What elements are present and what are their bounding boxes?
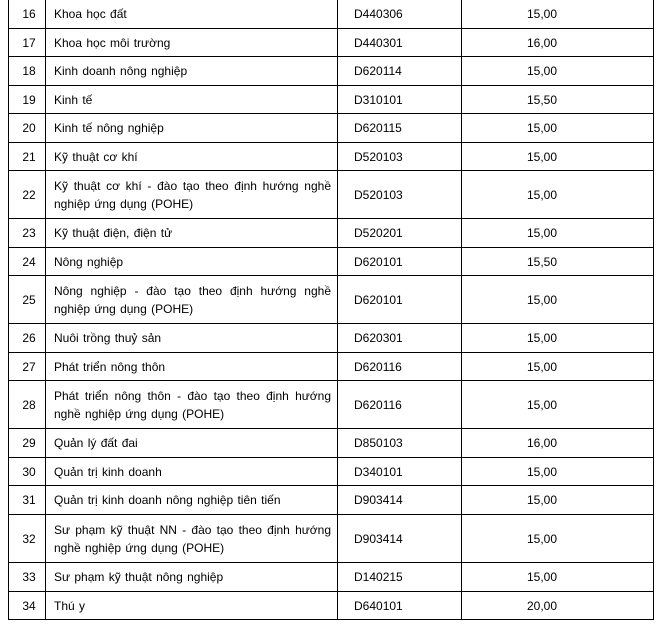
benchmark-score: 15,00 xyxy=(461,57,654,86)
major-name xyxy=(45,458,337,486)
major-code: D520103 xyxy=(337,171,461,219)
row-number: 34 xyxy=(8,592,45,620)
major-name-text: Nuôi trồng thuỷ sản xyxy=(54,331,162,345)
major-name xyxy=(45,276,337,324)
major-name xyxy=(45,515,337,563)
row-number: 18 xyxy=(8,57,45,86)
major-name-text: Nông nghiệp xyxy=(54,254,124,269)
benchmark-score: 15,00 xyxy=(461,0,654,29)
major-code: D310101 xyxy=(337,86,461,114)
major-name-text: Sư phạm kỹ thuật NN - đào tạo theo định hướng nghề nghiệp ứng dụng (POHE) xyxy=(54,522,331,555)
major-name xyxy=(45,592,337,620)
major-code: D140215 xyxy=(337,563,461,592)
table-row xyxy=(0,276,657,324)
row-number: 29 xyxy=(8,429,45,458)
major-name-text: Phát triển nông thôn xyxy=(54,359,166,374)
row-number: 23 xyxy=(8,219,45,248)
major-name-text: Sư phạm kỹ thuật nông nghiệp xyxy=(54,570,224,584)
benchmark-score: 15,00 xyxy=(461,486,654,515)
major-code: D903414 xyxy=(337,486,461,515)
table-row xyxy=(0,248,657,276)
major-code: D640101 xyxy=(337,592,461,620)
major-name-text: Quản trị kinh doanh nông nghiệp tiên tiến xyxy=(54,493,281,507)
table-row xyxy=(0,486,657,515)
benchmark-score: 15,50 xyxy=(461,86,654,114)
major-code: D850103 xyxy=(337,429,461,458)
row-number: 30 xyxy=(8,458,45,486)
benchmark-score: 15,00 xyxy=(461,353,654,381)
major-code: D620116 xyxy=(337,381,461,429)
major-code: D520103 xyxy=(337,143,461,171)
major-name xyxy=(45,171,337,219)
major-name xyxy=(45,29,337,57)
benchmark-score: 20,00 xyxy=(461,592,654,620)
benchmark-score: 15,00 xyxy=(461,219,654,248)
major-code: D440301 xyxy=(337,29,461,57)
major-name-text: Khoa học môi trường xyxy=(54,35,171,50)
major-name xyxy=(45,429,337,458)
major-name-text: Kinh doanh nông nghiệp xyxy=(54,64,188,78)
table-row xyxy=(0,515,657,563)
major-name-text: Phát triển nông thôn - đào tạo theo định hướng nghề nghiệp ứng dụng (POHE) xyxy=(54,388,331,421)
major-name-text: Kinh tế nông nghiệp xyxy=(54,121,164,135)
major-name-text: Kỹ thuật cơ khí - đào tạo theo định hướng nghề nghiệp ứng dụng (POHE) xyxy=(54,178,331,211)
row-number: 19 xyxy=(8,86,45,114)
row-number: 27 xyxy=(8,353,45,381)
table-row xyxy=(0,429,657,458)
major-name xyxy=(45,563,337,592)
table-row xyxy=(0,324,657,353)
row-number: 16 xyxy=(8,0,45,29)
major-code: D903414 xyxy=(337,515,461,563)
major-name-text: Quản lý đất đai xyxy=(54,436,138,450)
benchmark-score: 15,50 xyxy=(461,248,654,276)
table-row xyxy=(0,0,657,29)
benchmark-score: 15,00 xyxy=(461,381,654,429)
benchmark-score: 16,00 xyxy=(461,429,654,458)
major-code: D620114 xyxy=(337,57,461,86)
major-name xyxy=(45,381,337,429)
major-name xyxy=(45,324,337,353)
major-code: D620101 xyxy=(337,276,461,324)
major-name-text: Nông nghiệp - đào tạo theo định hướng nghề nghiệp ứng dụng (POHE) xyxy=(54,283,331,316)
major-name-text: Kinh tế xyxy=(54,92,93,107)
benchmark-score: 16,00 xyxy=(461,29,654,57)
benchmark-score: 15,00 xyxy=(461,563,654,592)
benchmark-score: 15,00 xyxy=(461,515,654,563)
row-number: 22 xyxy=(8,171,45,219)
major-name-text: Thú y xyxy=(54,598,86,613)
benchmark-score: 15,00 xyxy=(461,458,654,486)
major-name xyxy=(45,353,337,381)
table-row xyxy=(0,143,657,171)
table-row xyxy=(0,563,657,592)
major-name xyxy=(45,143,337,171)
major-code: D440306 xyxy=(337,0,461,29)
major-code: D620116 xyxy=(337,353,461,381)
benchmark-score: 15,00 xyxy=(461,324,654,353)
major-name-text: Quản trị kinh doanh xyxy=(54,464,162,479)
major-name-text: Kỹ thuật điện, điện tử xyxy=(54,226,173,240)
major-name xyxy=(45,0,337,29)
row-number: 20 xyxy=(8,114,45,143)
major-code: D520201 xyxy=(337,219,461,248)
row-number: 24 xyxy=(8,248,45,276)
major-code: D620101 xyxy=(337,248,461,276)
table-row xyxy=(0,114,657,143)
major-name xyxy=(45,486,337,515)
table-row xyxy=(0,57,657,86)
major-name xyxy=(45,219,337,248)
row-number: 28 xyxy=(8,381,45,429)
table-row xyxy=(0,381,657,429)
row-number: 17 xyxy=(8,29,45,57)
major-code: D620115 xyxy=(337,114,461,143)
benchmark-score: 15,00 xyxy=(461,171,654,219)
row-number: 32 xyxy=(8,515,45,563)
major-name-text: Khoa học đất xyxy=(54,7,127,21)
major-name-text: Kỹ thuật cơ khí xyxy=(54,149,138,164)
row-number: 26 xyxy=(8,324,45,353)
benchmark-score: 15,00 xyxy=(461,276,654,324)
table-row xyxy=(0,171,657,219)
major-code: D340101 xyxy=(337,458,461,486)
major-name xyxy=(45,248,337,276)
major-code: D620301 xyxy=(337,324,461,353)
table-row xyxy=(0,592,657,620)
table-row xyxy=(0,219,657,248)
row-number: 33 xyxy=(8,563,45,592)
table-row xyxy=(0,86,657,114)
major-name xyxy=(45,57,337,86)
table-row xyxy=(0,458,657,486)
major-name xyxy=(45,114,337,143)
table-row xyxy=(0,29,657,57)
benchmark-score: 15,00 xyxy=(461,143,654,171)
table-row xyxy=(0,353,657,381)
row-number: 31 xyxy=(8,486,45,515)
major-name xyxy=(45,86,337,114)
row-number: 21 xyxy=(8,143,45,171)
row-number: 25 xyxy=(8,276,45,324)
benchmark-score: 15,00 xyxy=(461,114,654,143)
